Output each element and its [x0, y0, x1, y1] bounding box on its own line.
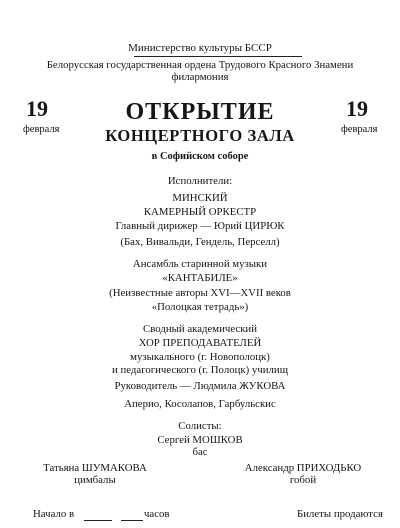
event-title: ОТКРЫТИЕ — [125, 99, 275, 125]
soloist-left-name: Татьяна ШУМАКОВА — [43, 462, 147, 474]
start-time-prefix: Начало в — [33, 508, 75, 520]
date-left-day: 19 — [26, 96, 48, 121]
choir-desc-2: и педагогического (г. Полоцк) училищ — [111, 364, 289, 376]
event-subtitle: КОНЦЕРТНОГО ЗАЛА — [105, 126, 295, 145]
soloist-bass-name: Сергей МОШКОВ — [157, 434, 243, 446]
choir-director: Руководитель — Людмила ЖУКОВА — [114, 380, 286, 392]
philharmonic-name — [0, 59, 400, 83]
date-right-month: февраля — [341, 124, 378, 135]
soloist-right — [228, 462, 378, 486]
soloist-left — [30, 462, 160, 486]
ministry-underline — [134, 56, 302, 57]
choir-desc-1: музыкального (г. Новополоцк) — [130, 351, 270, 363]
ensemble-label: Ансамбль старинной музыки — [132, 258, 268, 270]
soloist-right-name: Александр ПРИХОДЬКО — [244, 462, 362, 474]
start-time-blank-2 — [121, 520, 143, 521]
soloist-right-role: гобой — [289, 474, 317, 486]
date-right-day: 19 — [346, 96, 368, 121]
philharmonic-line-1: Белорусская государственная ордена Трудового Красного Знамени — [46, 59, 354, 71]
ministry-title: Министерство культуры БССР — [128, 42, 272, 54]
soloist-left-role: цимбалы — [74, 474, 116, 486]
start-time-blank-1 — [84, 520, 112, 521]
soloist-bass-role: бас — [192, 446, 208, 458]
choir-composers: Аперио, Косолапов, Гарбульскис — [124, 398, 276, 410]
philharmonic-line-2: филармония — [171, 71, 229, 83]
ensemble-works-2: «Полоцкая тетрадь») — [151, 301, 249, 313]
performers-heading: Исполнители: — [167, 175, 233, 187]
orchestra-name-2: КАМЕРНЫЙ ОРКЕСТР — [143, 206, 257, 218]
orchestra-conductor: Главный дирижер — Юрий ЦИРЮК — [115, 220, 285, 232]
soloists-heading: Солисты: — [178, 420, 222, 432]
ensemble-works-1: (Неизвестные авторы XVI—XVII веков — [109, 287, 291, 299]
ensemble-name: «КАНТАБИЛЕ» — [162, 272, 238, 284]
event-venue: в Софийском соборе — [151, 151, 249, 162]
orchestra-composers: (Бах, Вивальди, Гендель, Перселл) — [120, 236, 280, 248]
start-time-suffix: часов — [144, 508, 170, 520]
orchestra-name-1: МИНСКИЙ — [172, 192, 228, 204]
choir-label: Сводный академический — [143, 323, 257, 335]
date-left-month: февраля — [23, 124, 60, 135]
choir-name: ХОР ПРЕПОДАВАТЕЛЕЙ — [138, 337, 262, 349]
tickets-note: Билеты продаются — [297, 508, 383, 520]
